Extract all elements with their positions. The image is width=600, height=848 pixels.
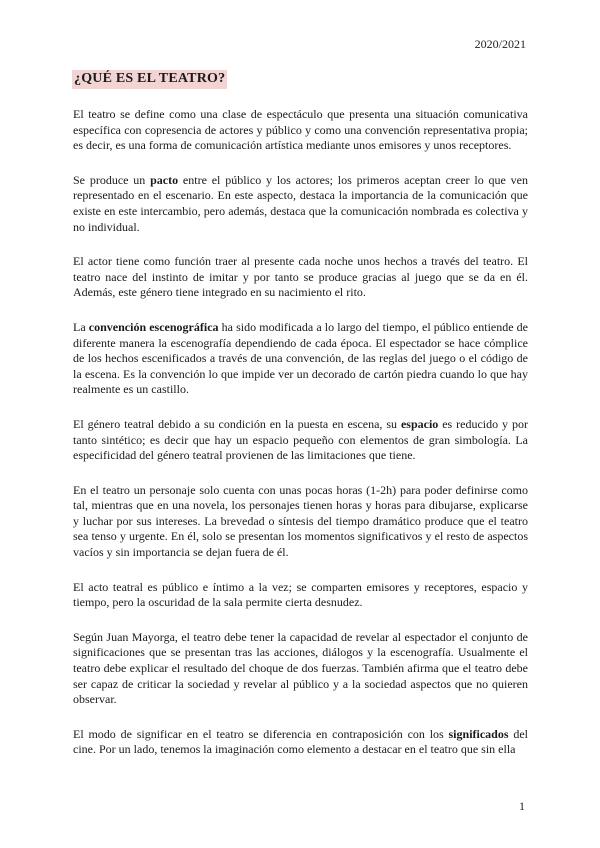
paragraph: [73, 320, 528, 398]
text-run: El modo de significar en el teatro se diferencia en contraposición con los: [73, 726, 449, 741]
text-run: Según Juan Mayorga, el teatro debe tener la capacidad de revelar al espectador el conjunto de significaciones que se presentan tras las acciones, diálogos y la escenografía. Usualmente el teatro debe explicar el resultado del choque de dos fuerzas. También afirma que el teatro debe ser capaz de criticar la sociedad y revelar al público y a la sociedad aspectos que no quieren observar.: [73, 629, 528, 707]
bold-term: convención escenográfica: [88, 319, 219, 334]
text-run: ha sido modificada a lo largo del tiempo, el público entiende de diferente manera la escenografía dependiendo de cada época. El espectador se hace cómplice de los hechos escenificados a través de una convención, de las reglas del juego o el código de la escena. Es la convención lo que impide ver un decorado de cartón piedra cuando lo que hay realmente es un castillo.: [73, 319, 529, 397]
bold-term: pacto: [150, 172, 179, 187]
body-text: [73, 107, 528, 777]
header-year: 2020/2021: [474, 37, 526, 51]
paragraph: [73, 630, 528, 708]
text-run: La: [73, 319, 89, 334]
paragraph: [73, 254, 528, 301]
bold-term: espacio: [400, 416, 439, 431]
text-run: del cine. Por un lado, tenemos la imaginación como elemento a destacar en el teatro que sin ella: [73, 726, 528, 757]
paragraph: [73, 580, 528, 611]
paragraph: [73, 727, 528, 758]
text-run: El acto teatral es público e íntimo a la vez; se comparten emisores y receptores, espacio y tiempo, pero la oscuridad de la sala permite cierta desnudez.: [73, 579, 528, 610]
paragraph: [73, 417, 528, 464]
text-run: El género teatral debido a su condición en la puesta en escena, su: [73, 416, 401, 431]
text-run: El teatro se define como una clase de espectáculo que presenta una situación comunicativa específica con copresencia de actores y público y como una convención representativa propia; es decir, es una forma de comunicación artística mediante unos emisores y unos receptores.: [73, 107, 528, 153]
bold-term: significados: [448, 726, 509, 741]
paragraph: [73, 173, 528, 235]
page-title: ¿QUÉ ES EL TEATRO?: [72, 70, 227, 89]
paragraph: [73, 483, 528, 561]
paragraph: [73, 107, 528, 154]
text-run: entre el público y los actores; los primeros aceptan creer lo que ven representado en el escenario. En este aspecto, destaca la importancia de la comunicación que existe en este intercambio, pero además, destaca que la comunicación nombrada es colectiva y no individual.: [73, 172, 528, 234]
text-run: El actor tiene como función traer al presente cada noche unos hechos a través del teatro. El teatro nace del instinto de imitar y por tanto se produce gracias al juego que se da en él. Además, este género tiene integrado en su nacimiento el rito.: [73, 254, 528, 300]
text-run: es reducido y por tanto sintético; es decir que hay un espacio pequeño con elementos de gran simbología. La especificidad del género teatral provienen de las limitaciones que tiene.: [73, 416, 528, 463]
text-run: Se produce un: [73, 172, 151, 187]
text-run: En el teatro un personaje solo cuenta con unas pocas horas (1-2h) para poder definirse como tal, mientras que en una novela, los personajes tienen horas y horas para dibujarse, explicarse y luchar por sus intereses. La brevedad o síntesis del tiempo dramático produce que el teatro sea tenso y urgente. En él, solo se presentan los momentos significativos y el resto de aspectos vacíos y sin importancia se dejan fuera de él.: [73, 482, 528, 560]
page-number: 1: [519, 799, 525, 813]
